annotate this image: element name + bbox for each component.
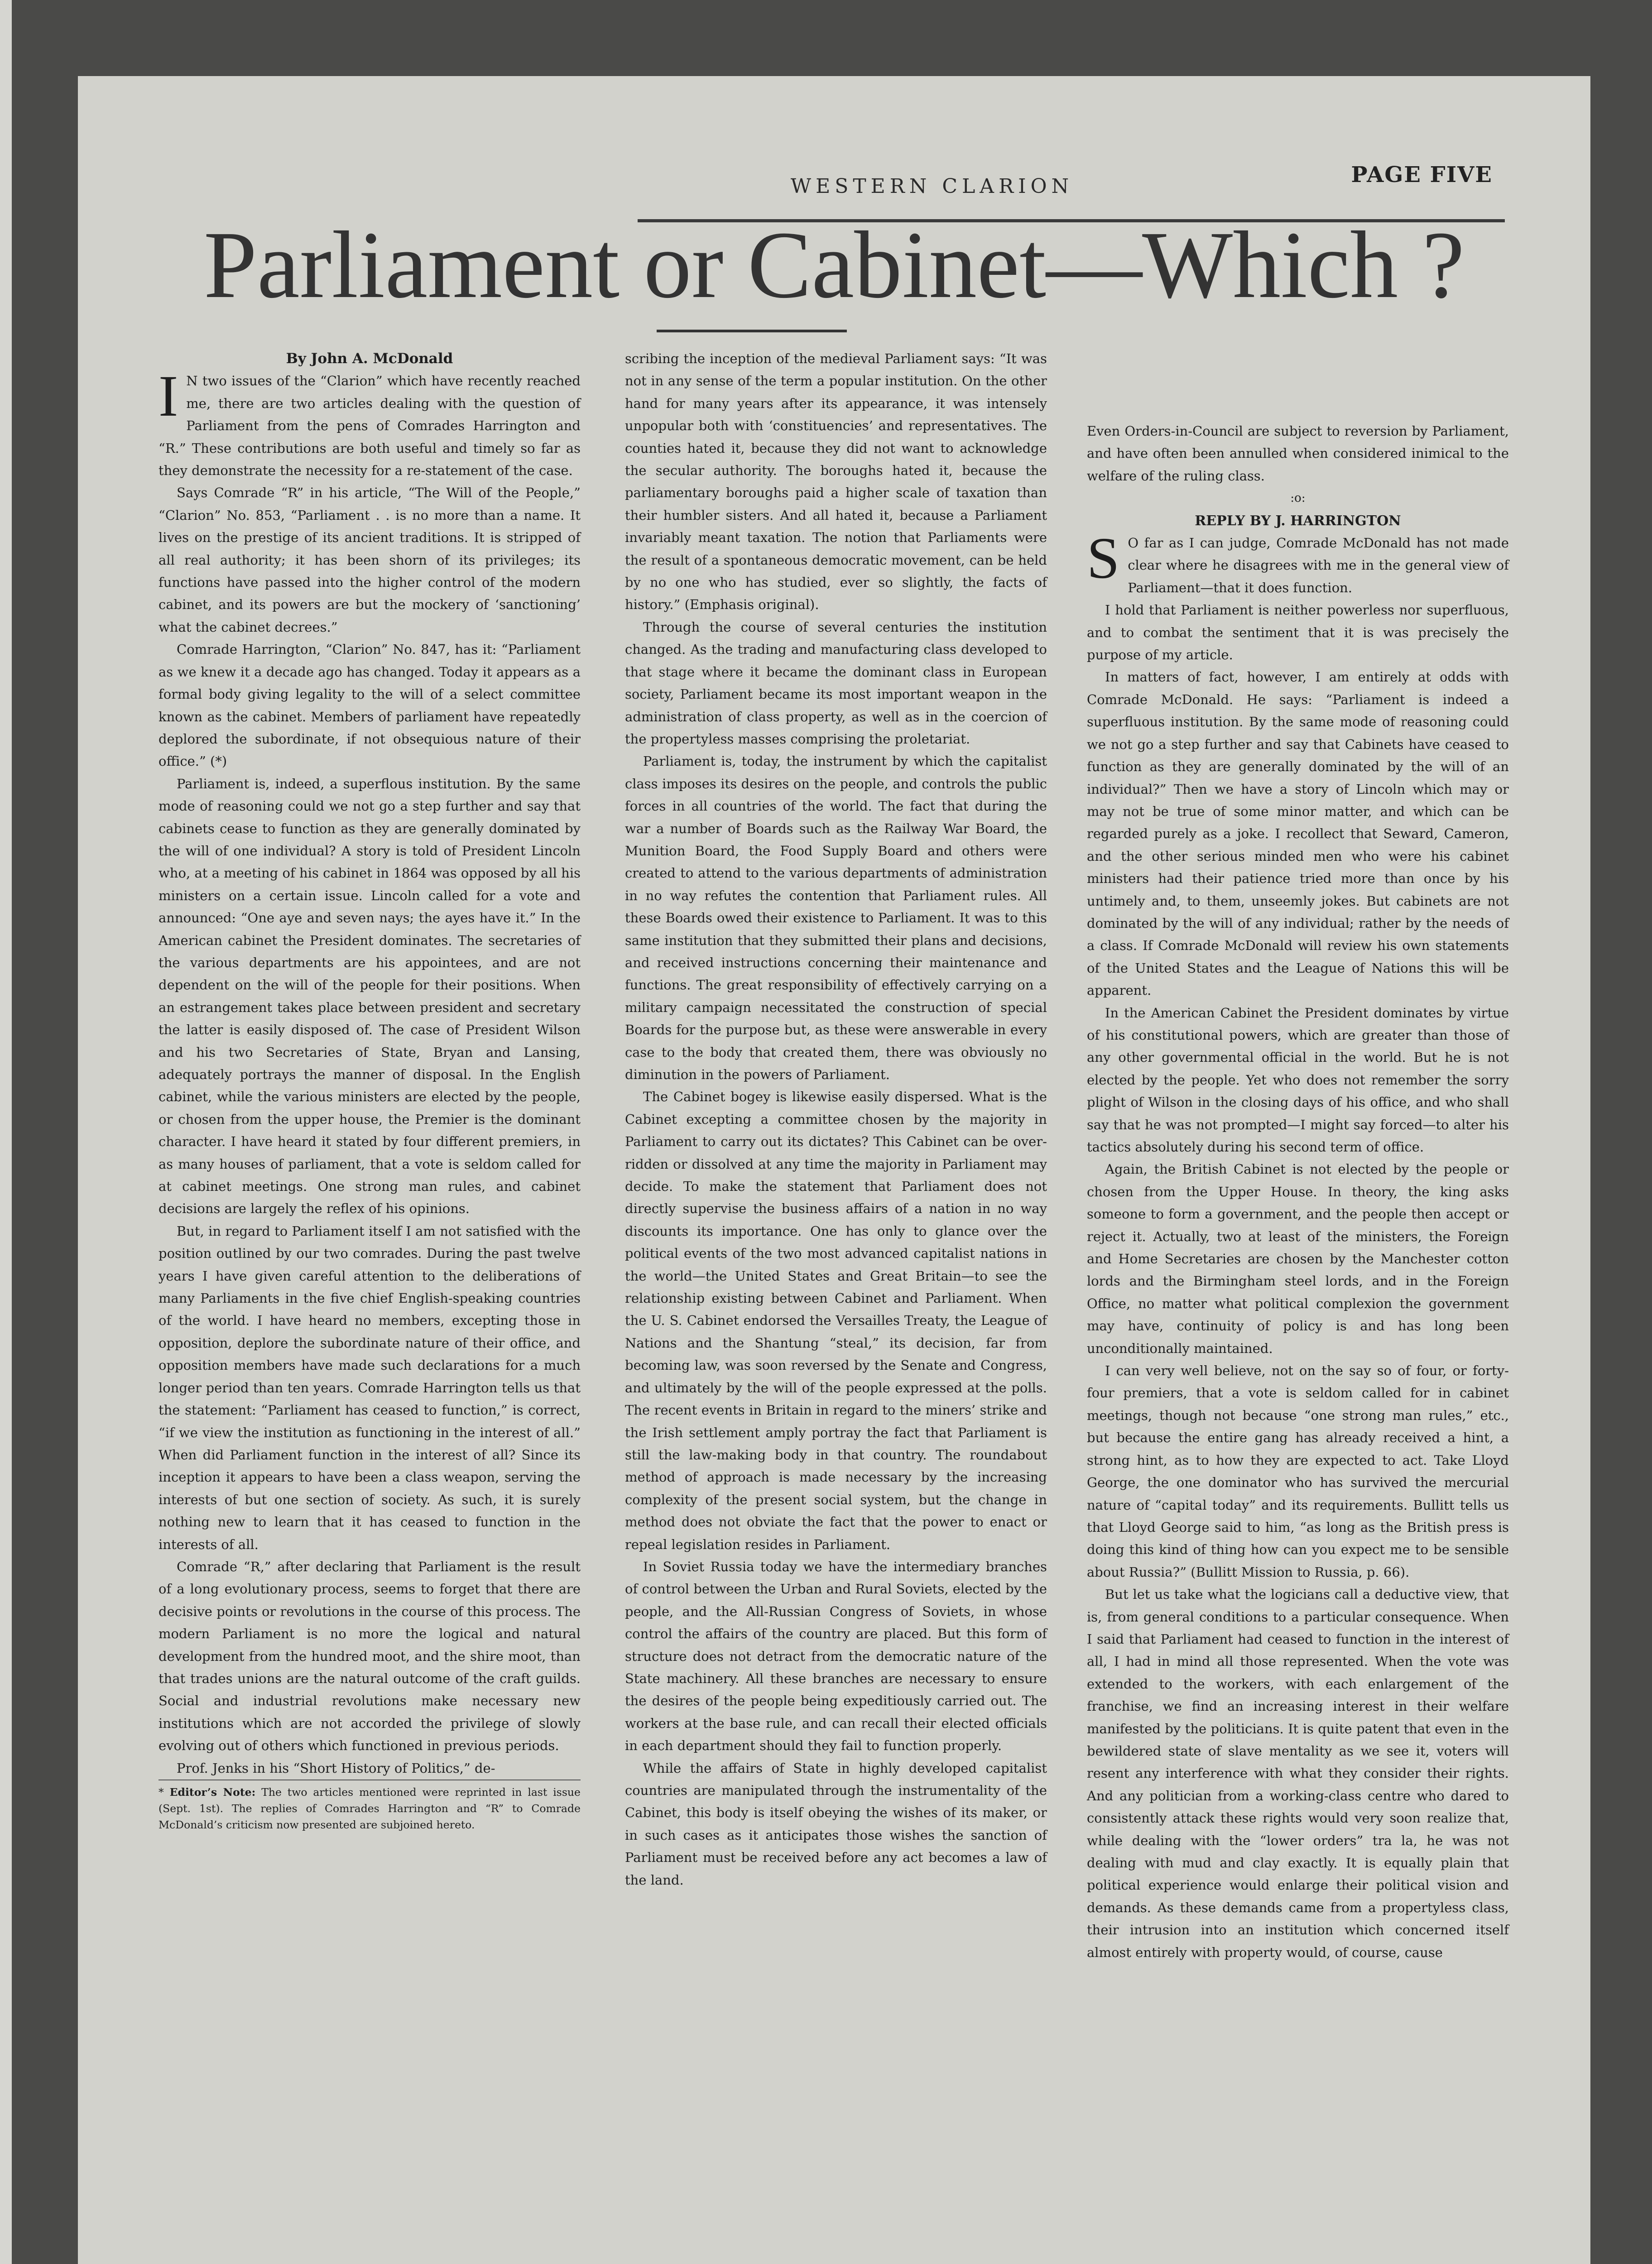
page-label: PAGE FIVE bbox=[1351, 162, 1493, 187]
section-divider: :o: bbox=[1290, 491, 1306, 505]
article-paragraph bbox=[158, 364, 581, 482]
paragraph-text: O far as I can judge, Comrade McDonald has not made clear where he disagrees with me in the general view of Parliament—that it does function. bbox=[1128, 535, 1509, 595]
drop-cap: S bbox=[1087, 526, 1120, 591]
editors-note: * Editor’s Note: The two articles mentioned were reprinted in last issue (Sept. 1st). The replies of Comrades Harrington and “R” to Comrade McDonald’s criticism now presented are subjoined hereto. bbox=[158, 1780, 581, 1833]
reply-paragraph: Again, the British Cabinet is not elected by the people or chosen from the Upper House. In theory, the king asks someone to form a government, and the people then accept or reject it. Actually, two at least of the ministers, the Foreign and Home Secretaries are chosen by the Manchester cotton lords and the Birmingham steel lords, and in the Foreign Office, no matter what political complexion the government may have, continuity of policy is and has long been unconditionally maintained. bbox=[1087, 1161, 1509, 1356]
editors-note-text: The two articles mentioned were reprinted in last issue (Sept. 1st). The replies of Comrades Harrington and “R” to Comrade McDonald’s criticism now presented are subjoined hereto. bbox=[158, 1786, 581, 1831]
article-paragraph: While the affairs of State in highly developed capitalist countries are manipulated through the instrumentality of the Cabinet, this body is itself obeying the wishes of its maker, or in such cases as it anticipates those wishes the sanction of Parliament must be received before any act becomes a law of the land. bbox=[625, 1760, 1047, 1888]
reply-paragraph: In matters of fact, however, I am entirely at odds with Comrade McDonald. He says: “Parliament is indeed a superfluous institution. By the same mode of reasoning could we not go a step further and say that Cabinets have ceased to function as they are generally dominated by the will of an individual?” Then we have a story of Lincoln which may or may not be true of some minor matter, and which can be regarded purely as a joke. I recollect that Seward, Cameron, and the other serious minded men who were his cabinet ministers had their patience tried more than once by his untimely and, to them, unseemly jokes. But cabinets are not dominated by the will of any individual; rather by the needs of a class. If Comrade McDonald will review his own statements of the United States and the League of Nations this will be apparent. bbox=[1087, 669, 1509, 998]
article-paragraph: Prof. Jenks in his “Short History of Politics,” de- bbox=[177, 1760, 495, 1776]
paragraph-text: N two issues of the “Clarion” which have recently reached me, there are two articles dealing with the question of Parliament from the pens of Comrades Harrington and “R.” These contributions are both useful and timely so far as they demonstrate the necessity for a re-statement of the case. bbox=[158, 373, 581, 479]
article-paragraph: The Cabinet bogey is likewise easily dispersed. What is the Cabinet excepting a committee chosen by the majority in Parliament to carry out its dictates? This Cabinet can be over-ridden or dissolved at any time the majority in Parliament may decide. To make the statement that Parliament does not directly supervise the business affairs of a nation in no way discounts its importance. One has only to glance over the political events of the two most advanced capitalist nations in the world—the United States and Great Britain—to see the relationship existing between Cabinet and Parliament. When the U. S. Cabinet endorsed the Versailles Treaty, the League of Nations and the Shantung “steal,” its decision, far from becoming law, was soon reversed by the Senate and Congress, and ultimately by the will of the people expressed at the polls. The recent events in Britain in regard to the miners’ strike and the Irish settlement amply portray the fact that Parliament is still the law-making body in that country. The roundabout method of approach is made necessary by the increasing complexity of the present social system, but the change in method does not obviate the fact that the power to enact or repeal legislation resides in Parliament. bbox=[625, 1089, 1047, 1552]
article-paragraph: But, in regard to Parliament itself I am not satisfied with the position outlined by our two comrades. During the past twelve years I have given careful attention to the deliberations of many Parliaments in the five chief English-speaking countries of the world. I have heard no members, excepting those in opposition, deplore the subordinate nature of their office, and opposition members have made such declarations for a much longer period than ten years. Comrade Harrington tells us that the statement: “Parliament has ceased to function,” is correct, “if we view the institution as functioning in the interest of all.” When did Parliament function in the interest of all? Since its inception it appears to have been a class weapon, serving the interests of but one section of society. As such, it is surely nothing new to learn that it has ceased to function in the interests of all. bbox=[158, 1223, 581, 1552]
article-paragraph: Even Orders-in-Council are subject to reversion by Parliament, and have often been annulled when considered inimical to the welfare of the ruling class. bbox=[1087, 423, 1509, 484]
reply-paragraph: In the American Cabinet the President dominates by virtue of his constitutional powers, which are greater than those of any other governmental official in the world. But he is not elected by the people. Yet who does not remember the sorry plight of Wilson in the closing days of his office, and who shall say that he was not prompted—I might say forced—to alter his tactics absolutely during his second term of office. bbox=[1087, 1005, 1509, 1155]
article-paragraph: In Soviet Russia today we have the intermediary branches of control between the Urban and Rural Soviets, elected by the people, and the All-Russian Congress of Soviets, in whose control the affairs of the country are placed. But this form of structure does not detract from the democratic nature of the State machinery. All these branches are necessary to ensure the desires of the people being expeditiously carried out. The workers at the base rule, and can recall their elected officials in each department should they fail to function properly. bbox=[625, 1559, 1047, 1754]
editors-note-label: Editor’s Note: bbox=[169, 1786, 256, 1799]
article-paragraph: Parliament is, indeed, a superflous institution. By the same mode of reasoning could we not go a step further and say that cabinets cease to function as they are generally dominated by the will of one individual? A story is told of President Lincoln who, at a meeting of his cabinet in 1864 was opposed by all his ministers on a certain issue. Lincoln called for a vote and announced: “One aye and seven nays; the ayes have it.” In the American cabinet the President dominates. The secretaries of the various departments are his appointees, and are not dependent on the will of the people for their positions. When an estrangement takes place between president and secretary the latter is easily disposed of. The case of President Wilson and his two Secretaries of State, Bryan and Lansing, adequately portrays the manner of disposal. In the English cabinet, while the various ministers are elected by the people, or chosen from the upper house, the Premier is the dominant character. I have heard it stated by four different premiers, in as many houses of parliament, that a vote is seldom called for at cabinet meetings. One strong man rules, and cabinet decisions are largely the reflex of his opinions. bbox=[158, 776, 581, 1217]
article-paragraph: Says Comrade “R” in his article, “The Will of the People,” “Clarion” No. 853, “Parliament . . is no more than a name. It lives on the prestige of its ancient traditions. It is stripped of all real authority; it has been shorn of its privileges; its functions have passed into the higher control of the modern cabinet, and its powers are but the mockery of ‘sanctioning’ what the cabinet decrees.” bbox=[158, 485, 581, 635]
newspaper-page bbox=[78, 76, 1590, 2264]
paper-name: WESTERN CLARION bbox=[790, 175, 1074, 198]
reply-heading: REPLY BY J. HARRINGTON bbox=[1195, 513, 1401, 529]
headline: Parliament or Cabinet—Which ? bbox=[203, 211, 1465, 318]
reply-paragraph: I hold that Parliament is neither powerless nor superfluous, and to combat the sentiment that it is was precisely the purpose of my article. bbox=[1087, 602, 1509, 663]
article-paragraph: Parliament is, today, the instrument by which the capitalist class imposes its desires on the people, and controls the public forces in all countries of the world. The fact that during the war a number of Boards such as the Railway War Board, the Munition Board, the Food Supply Board and others were created to attend to the various departments of administration in no way refutes the contention that Parliament rules. All these Boards owed their existence to Parliament. It was to this same institution that they submitted their plans and decisions, and received instructions concerning their maintenance and functions. The great responsibility of effectively carrying on a military campaign necessitated the construction of special Boards for the purpose but, as these were answerable in every case to the body that created them, there was obviously no diminution in the powers of Parliament. bbox=[625, 753, 1047, 1082]
article-paragraph: Comrade Harrington, “Clarion” No. 847, has it: “Parliament as we knew it a decade ago has changed. Today it appears as a formal body giving legality to the will of a select committee known as the cabinet. Members of parliament have repeatedly deplored the subordinate, if not obsequious nature of their office.” (*) bbox=[158, 642, 581, 769]
column-2 bbox=[625, 348, 1047, 1891]
reply-paragraph: I can very well believe, not on the say so of four, or forty-four premiers, that a vote is seldom called for in cabinet meetings, though not because “one strong man rules,” etc., but because the entire gang has already received a hint, a strong hint, as to how they are expected to act. Take Lloyd George, the one dominator who has survived the mercurial nature of “capital today” and its requirements. Bullitt tells us that Lloyd George said to him, “as long as the British press is doing this kind of thing how can you expect me to be sensible about Russia?” (Bullitt Mission to Russia, p. 66). bbox=[1087, 1363, 1509, 1580]
page-edge-strip bbox=[0, 0, 12, 2264]
reply-paragraph bbox=[1087, 526, 1509, 599]
article-paragraph: Through the course of several centuries the institution changed. As the trading and manufacturing class developed to that stage where it became the dominant class in European society, Parliament became its most important weapon in the administration of class property, as well as in the coercion of the propertyless masses comprising the proletariat. bbox=[625, 619, 1047, 747]
article-paragraph: scribing the inception of the medieval Parliament says: “It was not in any sense of the term a popular institution. On the other hand for many years after its appearance, it was intensely unpopular both with ‘constituencies’ and representatives. The counties hated it, because they did not want to acknowledge the secular authority. The boroughs hated it, because the parliamentary boroughs paid a higher scale of taxation than their humbler sisters. And all hated it, because a Parliament invariably meant taxation. The notion that Parliaments were the result of a spontaneous democratic movement, can be held by no one who has studied, ever so slightly, the facts of history.” (Emphasis original). bbox=[625, 351, 1047, 613]
article-paragraph: Comrade “R,” after declaring that Parliament is the result of a long evolutionary process, seems to forget that there are decisive points or revolutions in the course of this process. The modern Parliament is no more the logical and natural development from the hundred moot, and the shire moot, than that trades unions are the natural outcome of the craft guilds. Social and industrial revolutions make necessary new institutions which are not accorded the privilege of slowly evolving out of others which functioned in previous periods. bbox=[158, 1559, 581, 1754]
drop-cap: I bbox=[158, 364, 178, 429]
byline: By John A. McDonald bbox=[286, 350, 453, 367]
title-rule bbox=[657, 330, 847, 332]
reply-paragraph: But let us take what the logicians call a deductive view, that is, from general conditions to a particular consequence. When I said that Parliament had ceased to function in the interest of all, I had in mind all those represented. When the vote was extended to the workers, with each enlargement of the franchise, we find an increasing interest in their welfare manifested by the politicians. It is quite patent that even in the bewildered state of slave mentality as we see it, voters will resent any interference with what they consider their rights. And any politician from a working-class centre who dared to consistently attack these rights would very soon realize that, while dealing with the “lower orders” tra la, he was not dealing with mud and clay exactly. It is equally plain that political experience would enlarge their political vision and demands. As these demands came from a propertyless class, their intrusion into an institution which concerned itself almost entirely with property would, of course, cause bbox=[1087, 1587, 1509, 1960]
column-3 bbox=[1087, 420, 1509, 1964]
column-1 bbox=[158, 348, 581, 1833]
